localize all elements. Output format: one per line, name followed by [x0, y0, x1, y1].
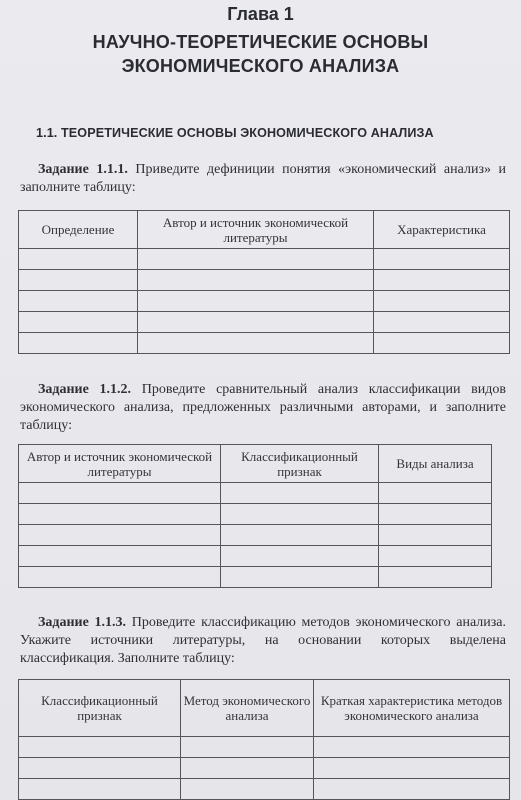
- task-1-1-3-label: Задание 1.1.3.: [38, 615, 127, 630]
- table-cell: [374, 270, 510, 291]
- table-cell: [138, 291, 374, 312]
- table-cell: [314, 758, 510, 779]
- table-cell: [19, 737, 181, 758]
- table-row: [19, 312, 510, 333]
- table-header-cell: Определение: [19, 211, 138, 249]
- table-cell: [221, 504, 379, 525]
- chapter-label: Глава 1: [227, 4, 294, 24]
- task-1-1-2-body: Проведите сравнительный анализ классификации видов экономического анализа, предложенных различными авторами, и заполните таблицу:: [20, 382, 507, 433]
- table-header-row: [19, 680, 510, 737]
- table-cell: [19, 525, 221, 546]
- table-cell: [138, 312, 374, 333]
- table-cell: [221, 546, 379, 567]
- table-cell: [379, 483, 492, 504]
- table-cell: [181, 758, 314, 779]
- table-cell: [181, 779, 314, 800]
- table-header-cell: Автор и источник экономической литературы: [138, 211, 374, 249]
- table-1-1-3: [18, 679, 510, 800]
- table-cell: [314, 779, 510, 800]
- table-row: [19, 525, 492, 546]
- table-cell: [19, 546, 221, 567]
- table-header-row: [19, 445, 492, 483]
- table-cell: [181, 737, 314, 758]
- table-cell: [19, 291, 138, 312]
- table-cell: [314, 737, 510, 758]
- table-cell: [379, 504, 492, 525]
- table-cell: [221, 567, 379, 588]
- table-row: [19, 270, 510, 291]
- table-header-row: [19, 211, 510, 249]
- chapter-title-line1: НАУЧНО-ТЕОРЕТИЧЕСКИЕ ОСНОВЫ: [92, 32, 429, 52]
- table-cell: [19, 333, 138, 354]
- table-cell: [374, 333, 510, 354]
- task-1-1-1-body: Приведите дефиниции понятия «экономический анализ» и заполните таблицу:: [20, 162, 507, 195]
- table-row: [19, 483, 492, 504]
- task-1-1-3-body: Проведите классификацию методов экономического анализа. Укажите источники литературы, на основании которых выделена классификация. Заполните таблицу:: [20, 615, 507, 666]
- table-1-1-1: [18, 210, 510, 354]
- table-1-1-2: [18, 444, 492, 588]
- table-cell: [19, 567, 221, 588]
- table-cell: [138, 249, 374, 270]
- section-title: 1.1. ТЕОРЕТИЧЕСКИЕ ОСНОВЫ ЭКОНОМИЧЕСКОГО АНАЛИЗА: [36, 126, 434, 140]
- table-header-cell: Краткая характеристика методов экономического анализа: [314, 680, 510, 737]
- table-cell: [221, 525, 379, 546]
- table-header-cell: Виды анализа: [379, 445, 492, 483]
- table-header-cell: Классификационный признак: [221, 445, 379, 483]
- table-header-cell: Классификационный признак: [19, 680, 181, 737]
- table-row: [19, 504, 492, 525]
- table-cell: [374, 312, 510, 333]
- table-cell: [138, 333, 374, 354]
- table-cell: [374, 249, 510, 270]
- table-row: [19, 567, 492, 588]
- table-row: [19, 758, 510, 779]
- task-1-1-1-label: Задание 1.1.1.: [38, 162, 128, 177]
- table-cell: [19, 270, 138, 291]
- table-header-cell: Автор и источник экономической литературы: [19, 445, 221, 483]
- table-cell: [138, 270, 374, 291]
- table-row: [19, 291, 510, 312]
- table-cell: [19, 504, 221, 525]
- table-cell: [374, 291, 510, 312]
- task-1-1-2-label: Задание 1.1.2.: [38, 382, 132, 397]
- table-header-cell: Характеристика: [374, 211, 510, 249]
- table-row: [19, 333, 510, 354]
- table-cell: [19, 312, 138, 333]
- table-header-cell: Метод экономического анализа: [181, 680, 314, 737]
- table-row: [19, 249, 510, 270]
- task-1-1-1-text: [20, 161, 506, 197]
- table-row: [19, 546, 492, 567]
- table-cell: [19, 779, 181, 800]
- table-cell: [19, 483, 221, 504]
- table-cell: [379, 567, 492, 588]
- table-row: [19, 779, 510, 800]
- table-cell: [19, 249, 138, 270]
- table-row: [19, 737, 510, 758]
- task-1-1-2-text: [20, 381, 506, 435]
- table-cell: [221, 483, 379, 504]
- table-cell: [19, 758, 181, 779]
- chapter-title-line2: ЭКОНОМИЧЕСКОГО АНАЛИЗА: [121, 56, 400, 76]
- table-cell: [379, 525, 492, 546]
- task-1-1-3-text: [20, 614, 506, 668]
- table-cell: [379, 546, 492, 567]
